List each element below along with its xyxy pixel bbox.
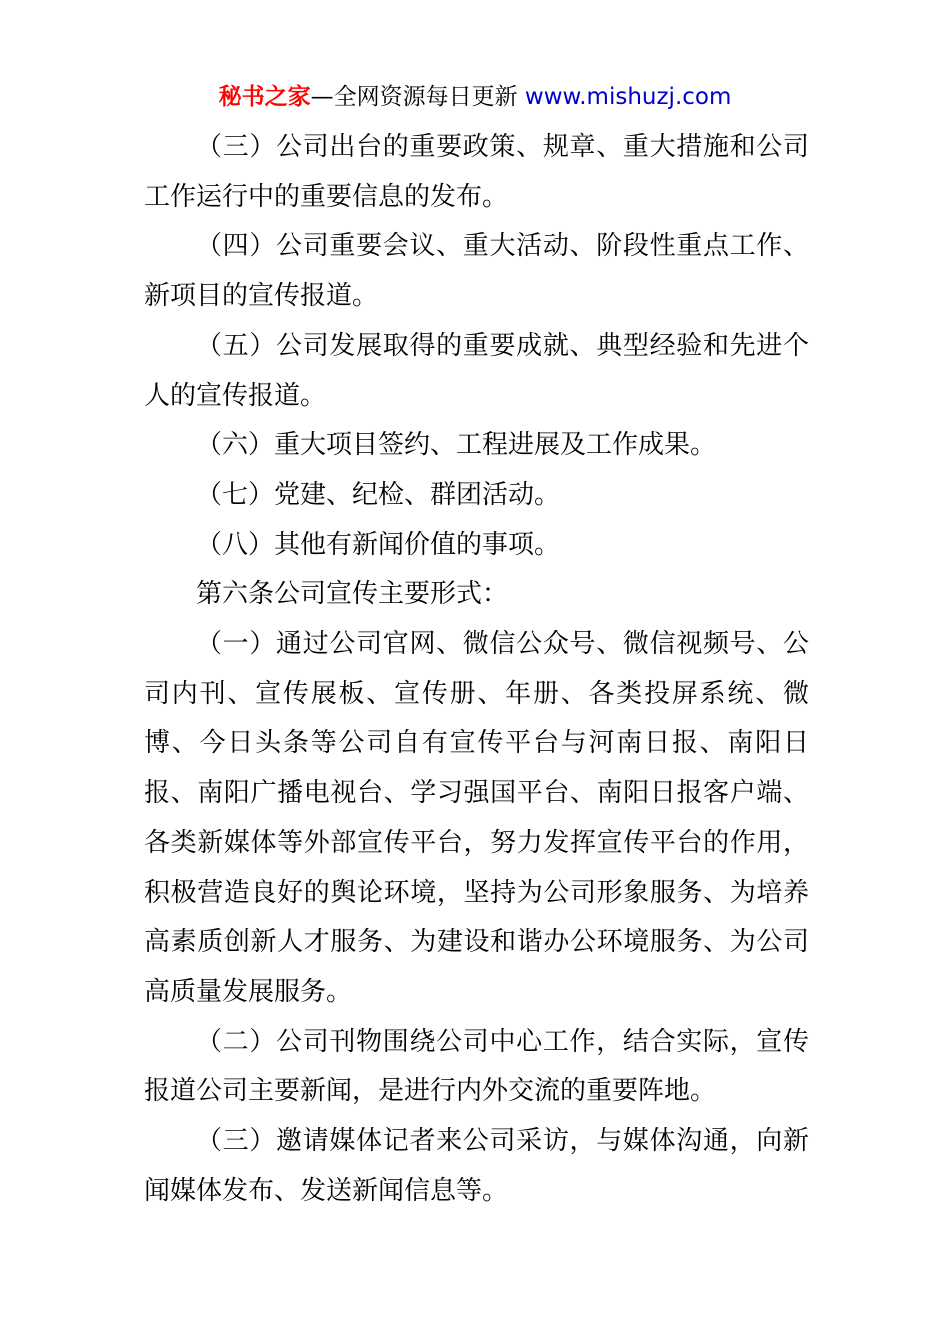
site-url-link[interactable]: www.mishuzj.com xyxy=(524,84,732,110)
document-body xyxy=(144,123,809,1216)
paragraph-item-5: （五）公司发展取得的重要成就、典型经验和先进个人的宣传报道。 xyxy=(144,330,809,411)
paragraph-item-7: （七）党建、纪检、群团活动。 xyxy=(196,479,561,510)
paragraph-item-4: （四）公司重要会议、重大活动、阶段性重点工作、新项目的宣传报道。 xyxy=(144,231,809,312)
site-name: 秘书之家 xyxy=(218,84,311,110)
paragraph-item-8: （八）其他有新闻价值的事项。 xyxy=(196,529,561,560)
paragraph-item-6: （六）重大项目签约、工程进展及工作成果。 xyxy=(196,430,717,461)
form-item-2: （二）公司刊物围绕公司中心工作，结合实际，宣传报道公司主要新闻，是进行内外交流的重要阵地。 xyxy=(144,1026,809,1107)
site-header xyxy=(0,80,950,114)
form-item-3: （三）邀请媒体记者来公司采访，与媒体沟通，向新闻媒体发布、发送新闻信息等。 xyxy=(144,1126,809,1206)
paragraph-item-3: （三）公司出台的重要政策、规章、重大措施和公司工作运行中的重要信息的发布。 xyxy=(144,132,809,212)
site-slogan: —全网资源每日更新 xyxy=(310,84,518,110)
article-six-heading: 第六条公司宣传主要形式： xyxy=(196,579,509,610)
form-item-1: （一）通过公司官网、微信公众号、微信视频号、公司内刊、宣传展板、宣传册、年册、各类投屏系统、微博、今日头条等公司自有宣传平台与河南日报、南阳日报、南阳广播电视台、学习强国平台、南阳日报客户端、各类新媒体等外部宣传平台，努力发挥宣传平台的作用，积极营造良好的舆论环境，坚持为公司形象服务、为培养高素质创新人才服务、为建设和谐办公环境服务、为公司高质量发展服务。 xyxy=(144,629,809,1007)
